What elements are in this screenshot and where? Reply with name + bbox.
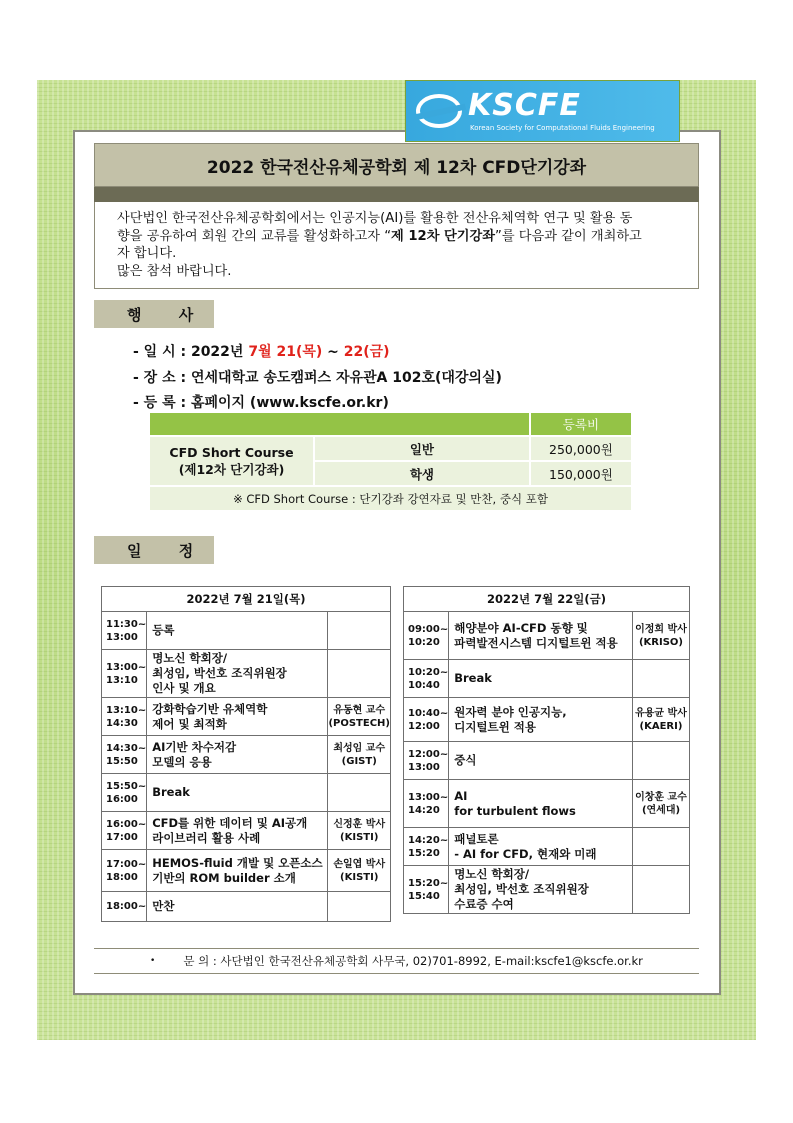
session-speaker: 이정희 박사 (KRISO) <box>633 612 690 660</box>
event-registration: - 등 록 : 홈페이지 (www.kscfe.or.kr) <box>133 395 389 411</box>
session-speaker: 손일엽 박사 (KISTI) <box>328 850 391 892</box>
session-speaker: 유용균 박사 (KAERI) <box>633 698 690 742</box>
session-speaker: 최성임 교수 (GIST) <box>328 736 391 774</box>
session-topic: AI기반 차수저감 모델의 응용 <box>147 736 328 774</box>
schedule-row <box>102 612 391 650</box>
session-topic: 만찬 <box>147 892 328 922</box>
page-title: 2022 한국전산유체공학회 제 12차 CFD단기강좌 <box>94 143 699 187</box>
session-topic: AI for turbulent flows <box>449 780 633 828</box>
fee-amount-general: 250,000원 <box>530 436 632 461</box>
schedule-row <box>404 660 690 698</box>
session-speaker <box>633 828 690 866</box>
session-speaker: 이창훈 교수 (연세대) <box>633 780 690 828</box>
logo-mark-icon <box>416 94 462 128</box>
session-topic: 원자력 분야 인공지능, 디지털트윈 적용 <box>449 698 633 742</box>
session-time: 16:00~ 17:00 <box>102 812 147 850</box>
day2-header: 2022년 7월 22일(금) <box>404 587 690 612</box>
schedule-row <box>102 736 391 774</box>
schedule-row <box>404 828 690 866</box>
logo-subtitle: Korean Society for Computational Fluids Engineering <box>470 124 655 132</box>
section-schedule-heading: 일 정 <box>94 536 214 564</box>
session-topic: CFD를 위한 데이터 및 AI공개 라이브러리 활용 사례 <box>147 812 328 850</box>
session-speaker <box>328 612 391 650</box>
session-time: 14:30~ 15:50 <box>102 736 147 774</box>
day1-header: 2022년 7월 21일(목) <box>102 587 391 612</box>
session-speaker <box>633 866 690 914</box>
session-time: 10:20~ 10:40 <box>404 660 449 698</box>
fee-type-student: 학생 <box>314 461 530 486</box>
session-topic: Break <box>449 660 633 698</box>
session-topic: 등록 <box>147 612 328 650</box>
schedule-row <box>404 742 690 780</box>
session-topic: 중식 <box>449 742 633 780</box>
fee-course: CFD Short Course (제12차 단기강좌) <box>149 436 314 486</box>
intro-line-4: 많은 참석 바랍니다. <box>117 263 232 279</box>
session-speaker <box>328 774 391 812</box>
event-place: - 장 소 : 연세대학교 송도캠퍼스 자유관A 102호(대강의실) <box>133 370 502 386</box>
fee-type-general: 일반 <box>314 436 530 461</box>
logo-text: KSCFE <box>468 88 581 123</box>
session-time: 18:00~ <box>102 892 147 922</box>
session-speaker <box>328 650 391 698</box>
event-date: - 일 시 : 2022년 7월 21(목) ~ 22(금) <box>133 344 390 360</box>
session-time: 09:00~ 10:20 <box>404 612 449 660</box>
schedule-row <box>102 892 391 922</box>
session-speaker <box>328 892 391 922</box>
session-topic: 해양분야 AI-CFD 동향 및 파력발전시스템 디지털트윈 적용 <box>449 612 633 660</box>
session-topic: 패널토론 - AI for CFD, 현재와 미래 <box>449 828 633 866</box>
schedule-row <box>404 780 690 828</box>
footer-contact-text: 문 의 : 사단법인 한국전산유체공학회 사무국, 02)701-8992, E-mail:kscfe1@kscfe.or.kr <box>183 954 643 968</box>
schedule-row <box>102 850 391 892</box>
schedule-row <box>404 866 690 914</box>
session-time: 17:00~ 18:00 <box>102 850 147 892</box>
session-speaker <box>633 742 690 780</box>
session-topic: Break <box>147 774 328 812</box>
session-time: 13:10~ 14:30 <box>102 698 147 736</box>
fee-header: 등록비 <box>530 412 632 436</box>
intro-line-2: 향을 공유하여 회원 간의 교류를 활성화하고자 “제 12차 단기강좌”를 다음과 같이 개최하고 <box>117 228 642 244</box>
session-time: 13:00~ 13:10 <box>102 650 147 698</box>
schedule-row <box>404 698 690 742</box>
session-topic: 명노신 학회장/ 최성임, 박선호 조직위원장 인사 및 개요 <box>147 650 328 698</box>
schedule-row <box>102 650 391 698</box>
session-speaker: 신정훈 박사 (KISTI) <box>328 812 391 850</box>
session-time: 14:20~ 15:20 <box>404 828 449 866</box>
schedule-row <box>102 698 391 736</box>
schedule-row <box>102 774 391 812</box>
session-speaker <box>633 660 690 698</box>
session-time: 10:40~ 12:00 <box>404 698 449 742</box>
schedule-day1-table <box>101 586 391 922</box>
session-time: 15:50~ 16:00 <box>102 774 147 812</box>
footer-bullet: • <box>150 956 156 966</box>
session-topic: 명노신 학회장/ 최성임, 박선호 조직위원장 수료증 수여 <box>449 866 633 914</box>
fee-amount-student: 150,000원 <box>530 461 632 486</box>
title-divider <box>94 187 699 202</box>
session-time: 15:20~ 15:40 <box>404 866 449 914</box>
intro-line-1: 사단법인 한국전산유체공학회에서는 인공지능(AI)를 활용한 전산유체역학 연구 및 활용 동 <box>117 211 633 226</box>
schedule-row <box>404 612 690 660</box>
schedule-row <box>102 812 391 850</box>
intro-line-3: 자 합니다. <box>117 246 177 261</box>
session-speaker: 유동현 교수 (POSTECH) <box>328 698 391 736</box>
session-topic: 강화학습기반 유체역학 제어 및 최적화 <box>147 698 328 736</box>
session-time: 12:00~ 13:00 <box>404 742 449 780</box>
session-topic: HEMOS-fluid 개발 및 오픈소스 기반의 ROM builder 소개 <box>147 850 328 892</box>
section-event-heading: 행 사 <box>94 300 214 328</box>
schedule-day2-table <box>403 586 690 914</box>
kscfe-logo <box>405 80 680 142</box>
registration-fee-table <box>148 411 633 512</box>
fee-note: ※ CFD Short Course : 단기강좌 강연자료 및 만찬, 중식 포함 <box>149 486 632 511</box>
session-time: 13:00~ 14:20 <box>404 780 449 828</box>
contact-footer <box>94 948 699 974</box>
session-time: 11:30~ 13:00 <box>102 612 147 650</box>
intro-text <box>94 202 699 289</box>
